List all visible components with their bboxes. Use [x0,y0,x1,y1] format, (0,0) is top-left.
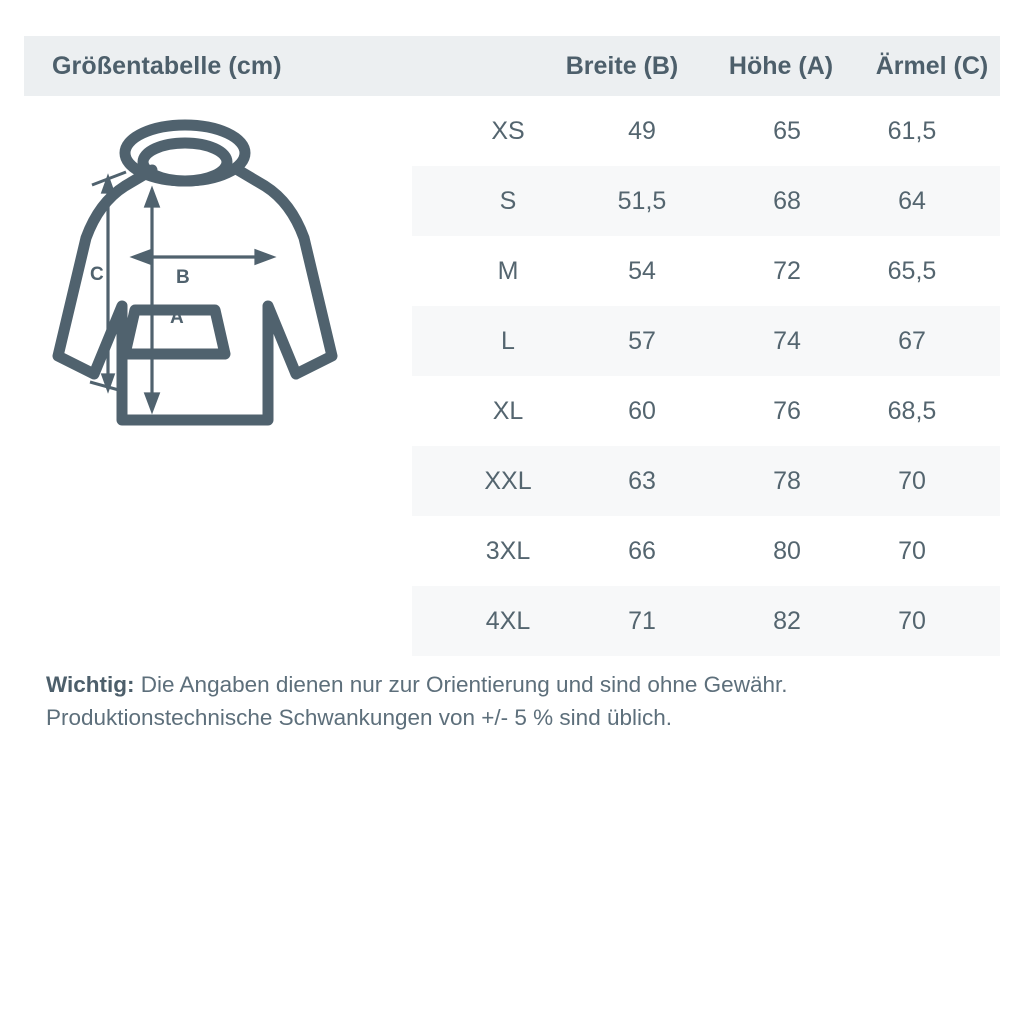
cell-sleeve: 61,5 [887,116,937,145]
cell-size: 3XL [485,536,531,565]
cell-height: 68 [773,186,801,215]
cell-width: 66 [628,536,656,565]
disclaimer-label: Wichtig: [46,672,135,697]
hoodie-diagram-icon [30,110,410,460]
cell-sleeve: 67 [898,326,926,355]
table-row [412,96,1000,166]
table-row [412,586,1000,656]
disclaimer-text: Die Angaben dienen nur zur Orientierung und sind ohne Gewähr. Produktionstechnische Schwankungen von +/- 5 % sind üblich. [46,672,788,730]
hoodie-illustration [30,110,410,460]
table-header [24,36,1000,96]
table-row [412,376,1000,446]
column-header-width: Breite (B) [565,51,679,80]
column-header-sleeve: Ärmel (C) [875,51,989,80]
label-b: B [176,267,190,288]
cell-width: 49 [628,116,656,145]
cell-height: 74 [773,326,801,355]
cell-width: 60 [628,396,656,425]
cell-width: 71 [628,606,656,635]
cell-width: 54 [628,256,656,285]
cell-sleeve: 65,5 [887,256,937,285]
cell-size: XS [491,116,525,145]
table-row [412,516,1000,586]
cell-height: 78 [773,466,801,495]
cell-height: 72 [773,256,801,285]
table-row [412,306,1000,376]
cell-height: 65 [773,116,801,145]
cell-size: S [499,186,517,215]
column-header-height: Höhe (A) [728,51,834,80]
cell-sleeve: 68,5 [887,396,937,425]
cell-size: L [501,326,515,355]
cell-size: XL [492,396,524,425]
cell-height: 80 [773,536,801,565]
table-row [412,236,1000,306]
cell-width: 57 [628,326,656,355]
cell-size: 4XL [485,606,531,635]
cell-width: 63 [628,466,656,495]
cell-sleeve: 64 [898,186,926,215]
label-a: A [170,307,184,328]
disclaimer-note [46,668,996,734]
cell-height: 76 [773,396,801,425]
table-row [412,166,1000,236]
cell-size: M [497,256,519,285]
cell-size: XXL [484,466,532,495]
cell-height: 82 [773,606,801,635]
size-table-body [412,96,1000,656]
cell-width: 51,5 [617,186,667,215]
label-c: C [90,264,104,285]
page-title: Größentabelle (cm) [52,51,282,80]
table-row [412,446,1000,516]
cell-sleeve: 70 [898,536,926,565]
cell-sleeve: 70 [898,466,926,495]
cell-sleeve: 70 [898,606,926,635]
